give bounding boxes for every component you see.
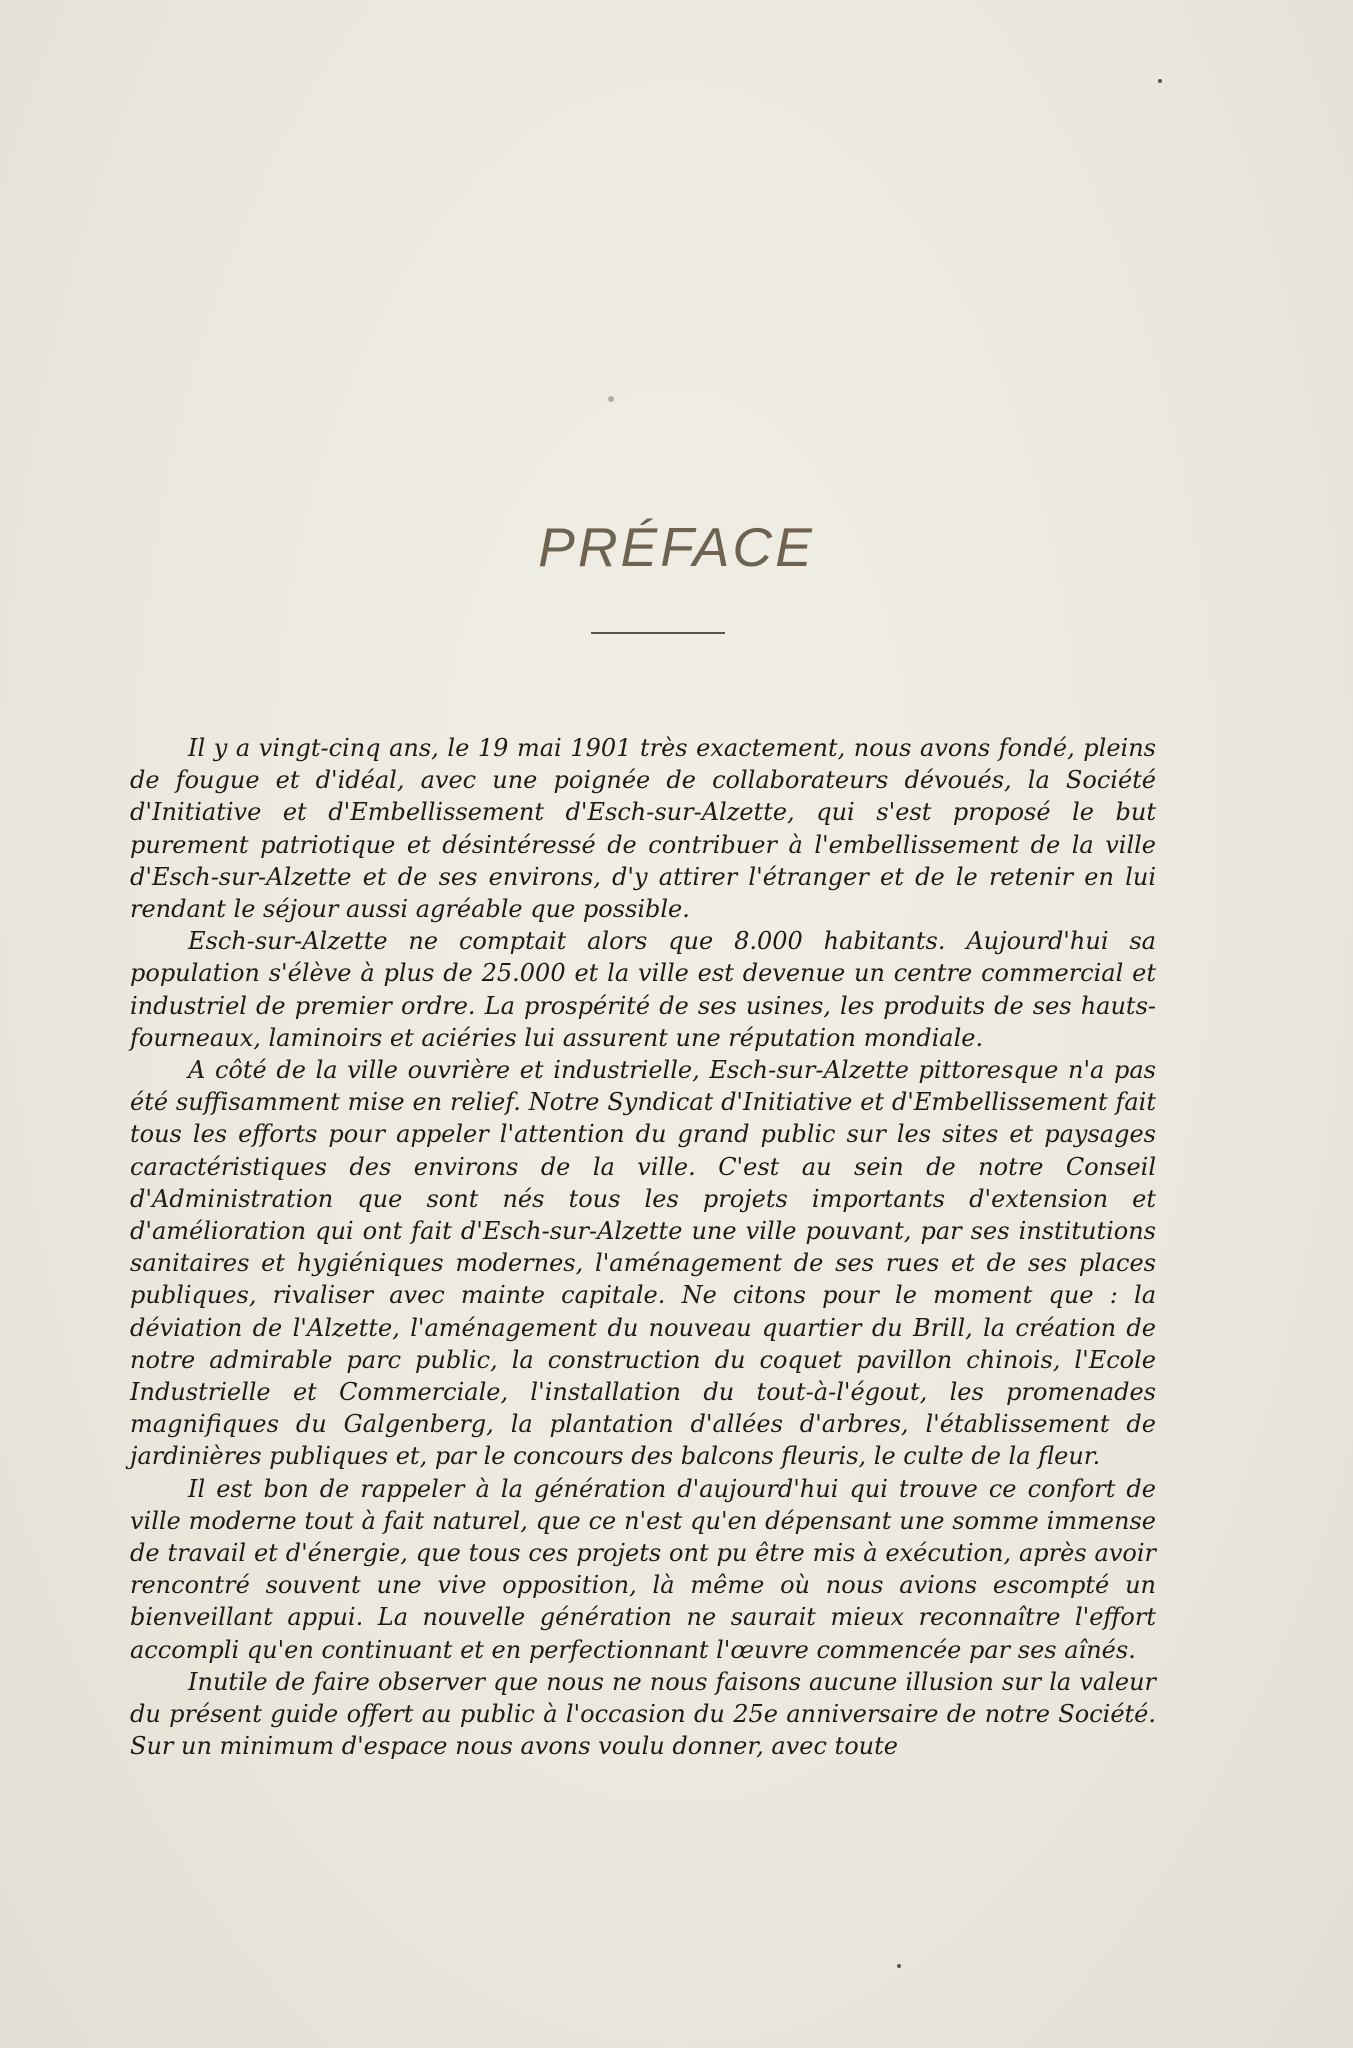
preface-body [130, 732, 1156, 1763]
paper-speck [608, 396, 614, 402]
paragraph-3: A côté de la ville ouvrière et industrielle, Esch-sur-Alzette pittoresque n'a pas été suffisamment mise en relief. Notre Syndicat d'Initiative et d'Embellissement fait tous les efforts pour appeler l'attention du grand public sur les sites et paysages caractéristiques des environs de la ville. C'est au sein de notre Conseil d'Administration que sont nés tous les projets importants d'extension et d'amélioration qui ont fait d'Esch-sur-Alzette une ville pouvant, par ses institutions sanitaires et hygiéniques modernes, l'aménagement de ses rues et de ses places publiques, rivaliser avec mainte capitale. Ne citons pour le moment que : la déviation de l'Alzette, l'aménagement du nouveau quartier du Brill, la création de notre admirable parc public, la construction du coquet pavillon chinois, l'Ecole Industrielle et Commerciale, l'installation du tout-à-l'égout, les promenades magnifiques du Galgenberg, la plantation d'allées d'arbres, l'établissement de jardinières publiques et, par le concours des balcons fleuris, le culte de la fleur. [130, 1056, 1156, 1471]
paragraph-2: Esch-sur-Alzette ne comptait alors que 8.000 habitants. Aujourd'hui sa population s'élève à plus de 25.000 et la ville est devenue un centre commercial et industriel de premier ordre. La prospérité de ses usines, les produits de ses hauts-fourneaux, laminoirs et aciéries lui assurent une réputation mondiale. [130, 927, 1156, 1052]
paper-speck [1158, 79, 1162, 83]
paragraph-5: Inutile de faire observer que nous ne nous faisons aucune illusion sur la valeur du présent guide offert au public à l'occasion du 25e anniversaire de notre Société. Sur un minimum d'espace nous avons voulu donner, avec toute [130, 1667, 1156, 1761]
title-divider [591, 632, 725, 634]
paper-speck [897, 1964, 901, 1968]
page-title: PRÉFACE [538, 516, 815, 578]
paragraph-1: Il y a vingt-cinq ans, le 19 mai 1901 très exactement, nous avons fondé, pleins de fougue et d'idéal, avec une poignée de collaborateurs dévoués, la Société d'Initiative et d'Embellissement d'Esch-sur-Alzette, qui s'est proposé le but purement patriotique et désintéressé de contribuer à l'embellissement de la ville d'Esch-sur-Alzette et de ses environs, d'y attirer l'étranger et de le retenir en lui rendant le séjour aussi agréable que possible. [130, 734, 1156, 924]
paragraph-4: Il est bon de rappeler à la génération d'aujourd'hui qui trouve ce confort de ville moderne tout à fait naturel, que ce n'est qu'en dépensant une somme immense de travail et d'énergie, que tous ces projets ont pu être mis à exécution, après avoir rencontré souvent une vive opposition, là même où nous avions escompté un bienveillant appui. La nouvelle génération ne saurait mieux reconnaître l'effort accompli qu'en continuant et en perfectionnant l'œuvre commencée par ses aînés. [130, 1474, 1156, 1664]
